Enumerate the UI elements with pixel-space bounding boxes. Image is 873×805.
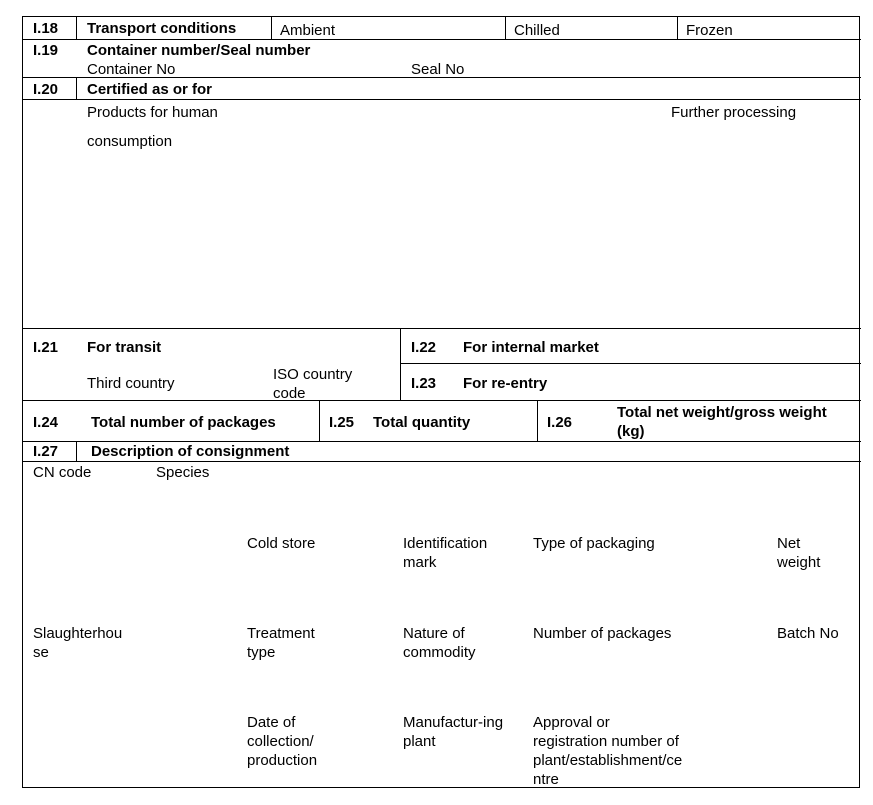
identification-mark-label-line1: Identification xyxy=(403,535,488,552)
field-code-i26: I.26 xyxy=(547,414,573,431)
description-consignment-title: Description of consignment xyxy=(91,443,290,460)
net-gross-weight-title-line2: (kg) xyxy=(617,423,645,440)
number-of-packages-label: Number of packages xyxy=(533,625,672,642)
column-divider xyxy=(76,441,77,461)
manufacturing-plant-label-line1: Manufactur-ing xyxy=(403,714,504,731)
field-code-i23: I.23 xyxy=(411,375,437,392)
species-label: Species xyxy=(156,464,210,481)
iso-code-label-line2: code xyxy=(273,385,306,402)
treatment-type-label-line2: type xyxy=(247,644,276,661)
field-code-i25: I.25 xyxy=(329,414,355,431)
row-divider xyxy=(23,328,861,329)
further-processing-option[interactable] xyxy=(671,103,796,122)
approval-number-label-line4: ntre xyxy=(533,771,559,788)
total-quantity-title: Total quantity xyxy=(373,414,471,431)
row-divider xyxy=(23,400,861,401)
internal-market-option[interactable] xyxy=(463,338,599,357)
further-processing-label: Further processing xyxy=(671,104,797,121)
human-consumption-label-line1: Products for human xyxy=(87,104,218,121)
frozen-label: Frozen xyxy=(686,22,733,39)
column-divider xyxy=(76,77,77,99)
total-packages-title: Total number of packages xyxy=(91,414,276,431)
column-divider xyxy=(271,17,272,39)
column-divider xyxy=(76,17,77,39)
re-entry-option[interactable] xyxy=(463,374,547,393)
chilled-option[interactable] xyxy=(514,21,560,40)
date-collection-label-line1: Date of xyxy=(247,714,296,731)
field-code-i21: I.21 xyxy=(33,339,59,356)
row-divider xyxy=(23,461,861,462)
column-divider xyxy=(537,400,538,441)
iso-code-label-line1: ISO country xyxy=(273,366,353,383)
approval-number-label-line2: registration number of xyxy=(533,733,679,750)
container-seal-title: Container number/Seal number xyxy=(87,42,311,59)
net-weight-label-line2: weight xyxy=(777,554,821,571)
treatment-type-label-line1: Treatment xyxy=(247,625,315,642)
column-divider xyxy=(505,17,506,39)
human-consumption-option[interactable] xyxy=(87,103,218,122)
approval-number-label-line3: plant/establishment/ce xyxy=(533,752,683,769)
nature-commodity-label-line1: Nature of xyxy=(403,625,465,642)
for-transit-label: For transit xyxy=(87,339,162,356)
slaughterhouse-label-line2: se xyxy=(33,644,49,661)
container-no-label: Container No xyxy=(87,61,176,78)
cold-store-label: Cold store xyxy=(247,535,316,552)
field-code-i24: I.24 xyxy=(33,414,59,431)
identification-mark-label-line2: mark xyxy=(403,554,437,571)
manufacturing-plant-label-line2: plant xyxy=(403,733,436,750)
slaughterhouse-label-line1: Slaughterhou xyxy=(33,625,123,642)
frozen-option[interactable] xyxy=(686,21,733,40)
certificate-form xyxy=(22,16,860,788)
field-code-i20: I.20 xyxy=(33,81,59,98)
ambient-label: Ambient xyxy=(280,22,336,39)
re-entry-label: For re-entry xyxy=(463,375,548,392)
seal-no-label: Seal No xyxy=(411,61,465,78)
field-code-i27: I.27 xyxy=(33,443,59,460)
internal-market-label: For internal market xyxy=(463,339,599,356)
date-collection-label-line2: collection/ xyxy=(247,733,314,750)
column-divider xyxy=(319,400,320,441)
for-transit-option[interactable] xyxy=(87,338,161,357)
column-divider xyxy=(677,17,678,39)
transport-conditions-title: Transport conditions xyxy=(87,20,237,37)
row-divider xyxy=(23,39,861,40)
nature-commodity-label-line2: commodity xyxy=(403,644,476,661)
third-country-label: Third country xyxy=(87,375,175,392)
cn-code-label: CN code xyxy=(33,464,92,481)
row-divider xyxy=(400,363,861,364)
field-code-i18: I.18 xyxy=(33,20,59,37)
ambient-option[interactable] xyxy=(280,21,335,40)
date-collection-label-line3: production xyxy=(247,752,318,769)
chilled-label: Chilled xyxy=(514,22,560,39)
human-consumption-label-line2: consumption xyxy=(87,133,173,150)
approval-number-label-line1: Approval or xyxy=(533,714,610,731)
net-gross-weight-title-line1: Total net weight/gross weight xyxy=(617,404,827,421)
field-code-i19: I.19 xyxy=(33,42,59,59)
row-divider xyxy=(23,99,861,100)
type-of-packaging-label: Type of packaging xyxy=(533,535,655,552)
net-weight-label-line1: Net xyxy=(777,535,801,552)
column-divider xyxy=(400,328,401,400)
certified-as-title: Certified as or for xyxy=(87,81,213,98)
batch-no-label: Batch No xyxy=(777,625,839,642)
field-code-i22: I.22 xyxy=(411,339,437,356)
